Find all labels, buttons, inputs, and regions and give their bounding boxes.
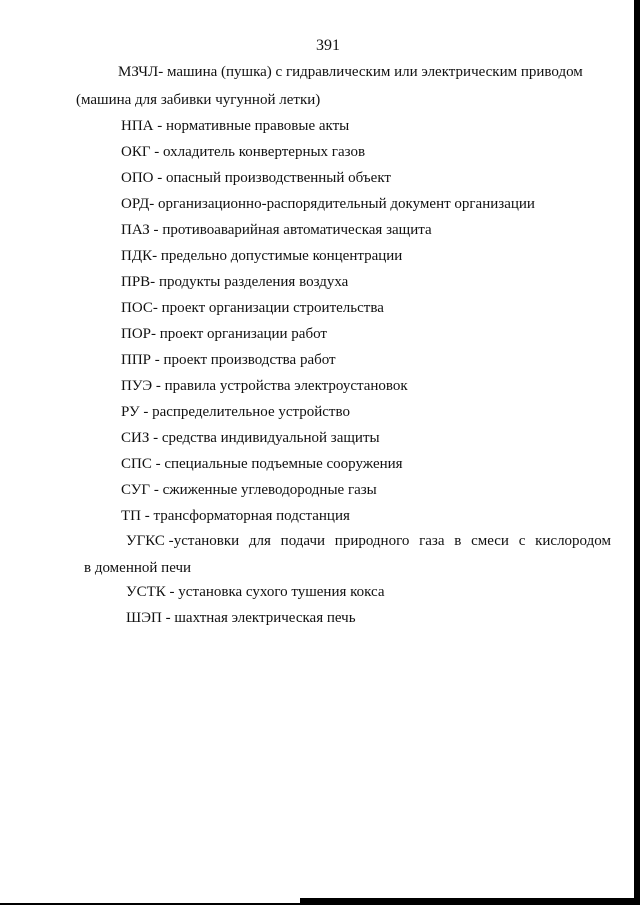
abbreviation-definition: нормативные правовые акты — [166, 118, 350, 134]
abbreviation-definition: опасный производственный объект — [166, 170, 391, 186]
abbreviation-entry — [126, 609, 356, 627]
abbreviation-definition: организационно-распорядительный документ организации — [158, 196, 535, 212]
abbreviation-term: ПОС- — [121, 300, 158, 316]
abbreviation-definition: распределительное устройство — [152, 404, 350, 420]
abbreviation-entry — [126, 532, 611, 550]
abbreviation-definition: продукты разделения воздуха — [158, 274, 349, 290]
abbreviation-entry — [118, 63, 583, 81]
abbreviation-entry — [121, 273, 348, 291]
abbreviation-definition: сжиженные углеводородные газы — [162, 482, 377, 498]
abbreviation-term: ПДК- — [121, 248, 158, 264]
abbreviation-entry — [121, 117, 349, 135]
abbreviation-term: ПАЗ - — [121, 222, 159, 238]
abbreviation-entry — [121, 403, 350, 421]
scan-border-bottom — [300, 898, 640, 905]
abbreviation-entry — [121, 247, 402, 265]
abbreviation-term: ОРД- — [121, 196, 155, 212]
abbreviation-term: МЗЧЛ- — [118, 64, 164, 80]
abbreviation-entry — [121, 195, 535, 213]
abbreviation-entry — [121, 169, 391, 187]
abbreviation-definition: шахтная электрическая печь — [174, 610, 356, 626]
abbreviation-term: СПС - — [121, 456, 161, 472]
scan-border-right — [634, 0, 640, 905]
abbreviation-entry — [121, 325, 327, 343]
abbreviation-term: ППР - — [121, 352, 160, 368]
abbreviation-entry — [121, 351, 336, 369]
abbreviation-definition: предельно допустимые концентрации — [160, 248, 403, 264]
abbreviation-term: УГКС - — [126, 533, 174, 549]
abbreviation-entry — [126, 583, 385, 601]
abbreviation-term: ОКГ - — [121, 144, 160, 160]
abbreviation-entry — [121, 481, 377, 499]
abbreviation-entry — [121, 143, 365, 161]
abbreviation-term: УСТК - — [126, 584, 175, 600]
abbreviation-continuation: (машина для забивки чугунной летки) — [76, 92, 321, 108]
abbreviation-definition: трансформаторная подстанция — [153, 508, 350, 524]
abbreviation-continuation: в доменной печи — [84, 560, 192, 576]
abbreviation-entry — [121, 377, 408, 395]
abbreviation-definition: проект производства работ — [163, 352, 336, 368]
abbreviation-definition: проект организации строительства — [161, 300, 384, 316]
abbreviation-entry — [121, 221, 432, 239]
abbreviation-term: ОПО - — [121, 170, 163, 186]
abbreviation-term: ПРВ- — [121, 274, 156, 290]
abbreviation-definition: правила устройства электроустановок — [164, 378, 408, 394]
abbreviation-definition: установка сухого тушения кокса — [178, 584, 385, 600]
abbreviation-definition: охладитель конвертерных газов — [163, 144, 366, 160]
abbreviation-term: СУГ - — [121, 482, 159, 498]
page-number: 391 — [316, 37, 340, 54]
abbreviation-term: ШЭП - — [126, 610, 171, 626]
abbreviation-term: СИЗ - — [121, 430, 159, 446]
abbreviation-definition: машина (пушка) с гидравлическим или электрическим приводом — [166, 64, 583, 80]
abbreviation-entry — [121, 299, 384, 317]
abbreviation-term: РУ - — [121, 404, 149, 420]
abbreviation-term: ПУЭ - — [121, 378, 161, 394]
abbreviation-definition: противоаварийная автоматическая защита — [162, 222, 432, 238]
abbreviation-definition: проект организации работ — [159, 326, 327, 342]
abbreviation-definition: установки для подачи природного газа в смеси с кислородом — [173, 533, 611, 549]
abbreviation-entry — [121, 507, 350, 525]
abbreviation-term: НПА - — [121, 118, 163, 134]
abbreviation-definition: средства индивидуальной защиты — [161, 430, 380, 446]
abbreviation-term: ТП - — [121, 508, 150, 524]
abbreviation-entry — [121, 429, 380, 447]
abbreviation-entry — [121, 455, 403, 473]
abbreviation-definition: специальные подъемные сооружения — [164, 456, 403, 472]
abbreviation-term: ПОР- — [121, 326, 157, 342]
